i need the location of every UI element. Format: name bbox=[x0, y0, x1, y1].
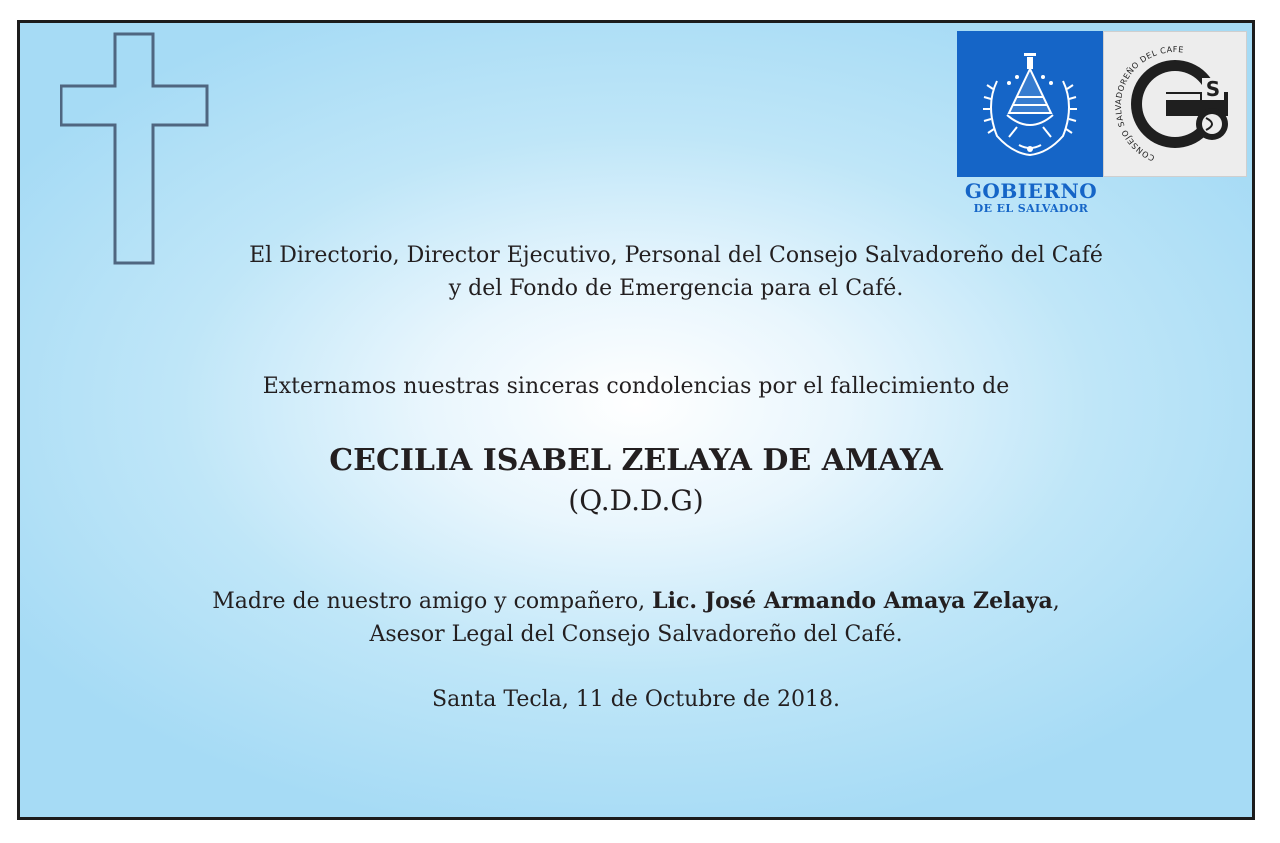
csc-logo bbox=[1103, 31, 1247, 177]
header-line-2: y del Fondo de Emergencia para el Café. bbox=[448, 276, 904, 301]
government-title: GOBIERNO bbox=[964, 179, 1098, 203]
cross-icon bbox=[60, 31, 212, 267]
relative-position: Asesor Legal del Consejo Salvadoreño del Café. bbox=[369, 622, 903, 647]
logos bbox=[957, 29, 1250, 219]
svg-text:S: S bbox=[1205, 77, 1221, 101]
header-line-1: El Directorio, Director Ejecutivo, Personal del Consejo Salvadoreño del Café bbox=[249, 243, 1103, 268]
place-date: Santa Tecla, 11 de Octubre de 2018. bbox=[432, 687, 840, 712]
header-text bbox=[60, 239, 1280, 305]
government-subtitle: DE EL SALVADOR bbox=[973, 202, 1089, 215]
condolence-card bbox=[17, 20, 1255, 820]
relation-suffix: , bbox=[1052, 589, 1060, 614]
relative-name: Lic. José Armando Amaya Zelaya bbox=[652, 588, 1053, 614]
csc-emblem-icon bbox=[1104, 32, 1246, 176]
government-logo bbox=[957, 31, 1103, 177]
deceased-suffix: (Q.D.D.G) bbox=[568, 484, 704, 517]
relation-line bbox=[20, 585, 1252, 618]
relation-prefix: Madre de nuestro amigo y compañero, bbox=[212, 589, 653, 614]
condolence-text: Externamos nuestras sinceras condolencias por el fallecimiento de bbox=[262, 374, 1010, 399]
relation-text bbox=[20, 585, 1252, 651]
coat-of-arms-icon bbox=[957, 31, 1103, 177]
deceased-name: CECILIA ISABEL ZELAYA DE AMAYA bbox=[329, 443, 943, 478]
svg-text:CONSEJO SALVADOREÑO DEL CAFE: CONSEJO SALVADOREÑO DEL CAFE bbox=[1113, 44, 1185, 163]
